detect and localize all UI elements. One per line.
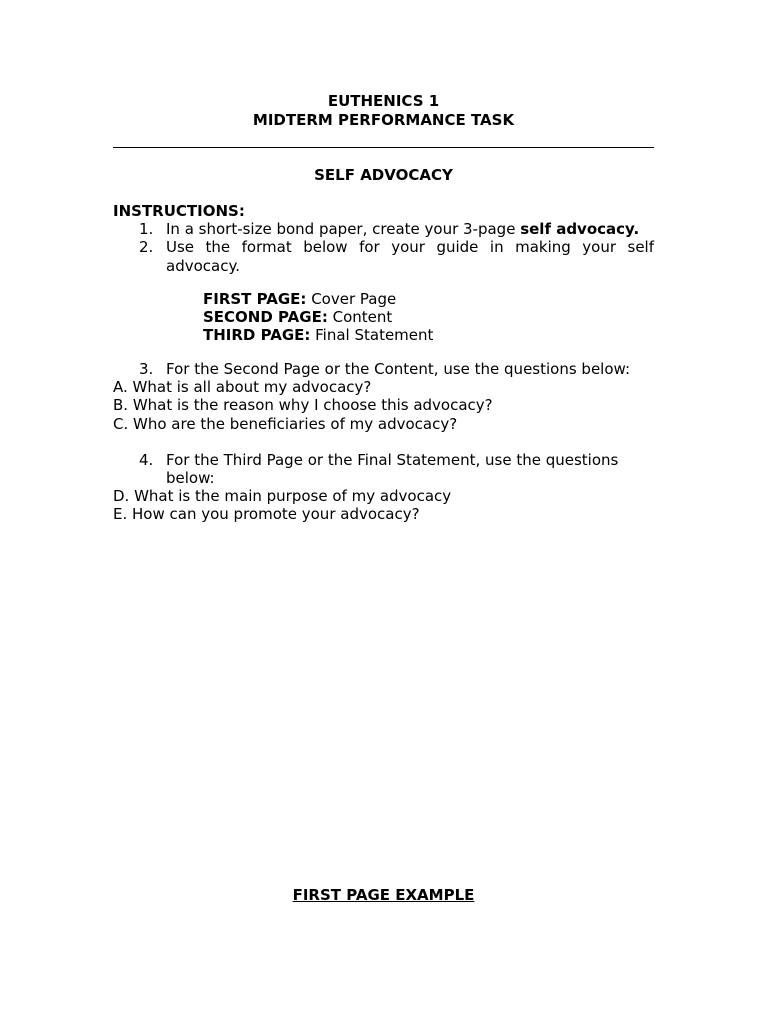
format-second-page-value: Content xyxy=(327,308,393,326)
course-title: EUTHENICS 1 xyxy=(327,92,440,110)
question-b: B. What is the reason why I choose this advocacy? xyxy=(113,396,493,414)
format-third-page-label: THIRD PAGE: xyxy=(203,326,311,344)
item-4-line-2: below: xyxy=(166,469,215,487)
question-a: A. What is all about my advocacy? xyxy=(113,378,372,396)
item-2-line-2: advocacy. xyxy=(166,257,240,275)
format-second-page xyxy=(203,308,392,326)
item-4-number: 4. xyxy=(139,451,154,469)
item-2-line-1: Use the format below for your guide in making your self xyxy=(166,238,654,256)
item-1-text xyxy=(166,220,639,238)
task-title: MIDTERM PERFORMANCE TASK xyxy=(252,111,515,129)
format-first-page xyxy=(203,290,396,308)
document-title: SELF ADVOCACY xyxy=(314,166,453,184)
horizontal-rule xyxy=(113,147,654,148)
item-4-line-1: For the Third Page or the Final Statement, use the questions xyxy=(166,451,619,469)
first-page-example-heading: FIRST PAGE EXAMPLE xyxy=(292,886,475,904)
item-1-number: 1. xyxy=(139,220,154,238)
item-2-number: 2. xyxy=(139,238,154,256)
item-3-text: For the Second Page or the Content, use the questions below: xyxy=(166,360,631,378)
item-3-number: 3. xyxy=(139,360,154,378)
question-d: D. What is the main purpose of my advocacy xyxy=(113,487,452,505)
format-second-page-label: SECOND PAGE: xyxy=(203,308,328,326)
item-1-text-bold: self advocacy. xyxy=(520,220,640,238)
instructions-heading: INSTRUCTIONS: xyxy=(113,202,245,220)
question-c: C. Who are the beneficiaries of my advocacy? xyxy=(113,415,458,433)
item-1-text-regular: In a short-size bond paper, create your 3-page xyxy=(166,220,521,238)
question-e: E. How can you promote your advocacy? xyxy=(113,505,420,523)
format-first-page-value: Cover Page xyxy=(306,290,397,308)
format-third-page-value: Final Statement xyxy=(310,326,434,344)
format-third-page xyxy=(203,326,433,344)
format-first-page-label: FIRST PAGE: xyxy=(203,290,307,308)
